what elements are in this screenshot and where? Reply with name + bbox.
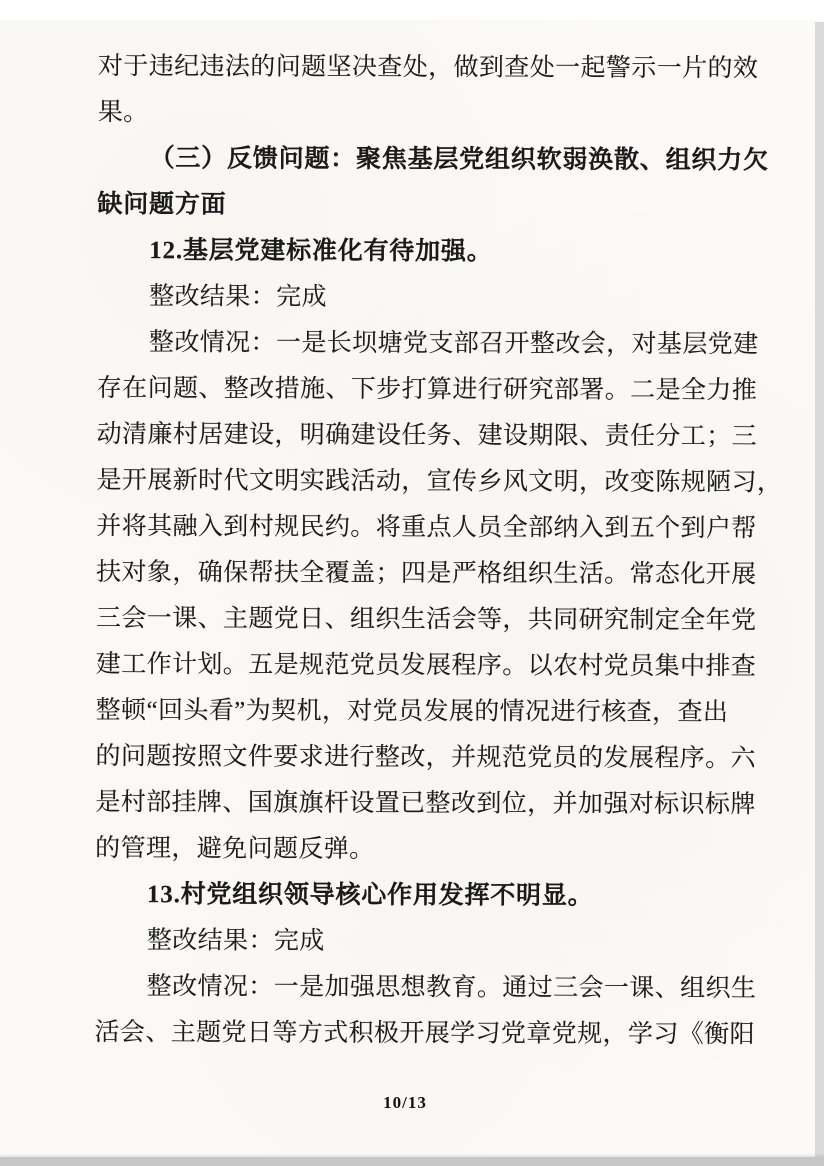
item-12-detail-line: 的管理，避免问题反弹。 [95,834,375,863]
scan-edge-bottom [0,1157,824,1166]
item-13-detail-line: 整改情况：一是加强思想教育。通过三会一课、组织生 [146,973,757,1003]
document-text-block [94,44,783,1058]
item-12-detail-line: 动清廉村居建设，明确建设任务、建设期限、责任分工；三 [96,420,758,451]
section-heading-line: 缺问题方面 [97,190,227,219]
item-12-detail-line: 存在问题、整改措施、下步打算进行研究部署。二是全力推 [96,374,758,405]
item-12-detail-line: 整顿“回头看”为契机，对党员发展的情况进行核查，查出 [95,696,729,727]
item-13-title: 13.村党组织领导核心作用发挥不明显。 [146,881,594,910]
item-12-title: 12.基层党建标准化有待加强。 [149,237,493,266]
item-12-result: 整改结果：完成 [149,283,327,311]
item-13-detail-line: 活会、主题党日等方式积极开展学习党章党规，学习《衡阳 [94,1018,755,1049]
scan-top-margin [0,0,824,20]
item-12-detail-line: 建工作计划。五是规范党员发展程序。以农村党员集中排查 [95,650,757,681]
section-heading-line: （三）反馈问题：聚焦基层党组织软弱涣散、组织力欠 [149,145,769,175]
item-12-detail-line: 是开展新时代文明实践活动，宣传乡风文明，改变陈规陋习， [96,466,783,497]
item-12-detail-line: 三会一课、主题党日、组织生活会等，共同研究制定全年党 [95,604,757,635]
doc-line: 果。 [97,98,149,127]
page-number: 10/13 [383,1093,427,1112]
item-13-result: 整改结果：完成 [146,927,325,955]
doc-line: 对于违纪违法的问题坚决查处，做到查处一起警示一片的效 [97,52,759,83]
item-12-detail-line: 扶对象，确保帮扶全覆盖；四是严格组织生活。常态化开展 [96,558,757,589]
item-12-detail-line: 并将其融入到村规民约。将重点人员全部纳入到五个到户帮 [96,512,757,543]
item-12-detail-line: 的问题按照文件要求进行整改，并规范党员的发展程序。六 [95,742,756,773]
scan-edge-right [815,22,824,1157]
item-12-detail-line: 是村部挂牌、国旗旗杆设置已整改到位，并加强对标识标牌 [95,788,756,819]
item-12-detail-line: 整改情况：一是长坝塘党支部召开整改会，对基层党建 [148,329,759,359]
